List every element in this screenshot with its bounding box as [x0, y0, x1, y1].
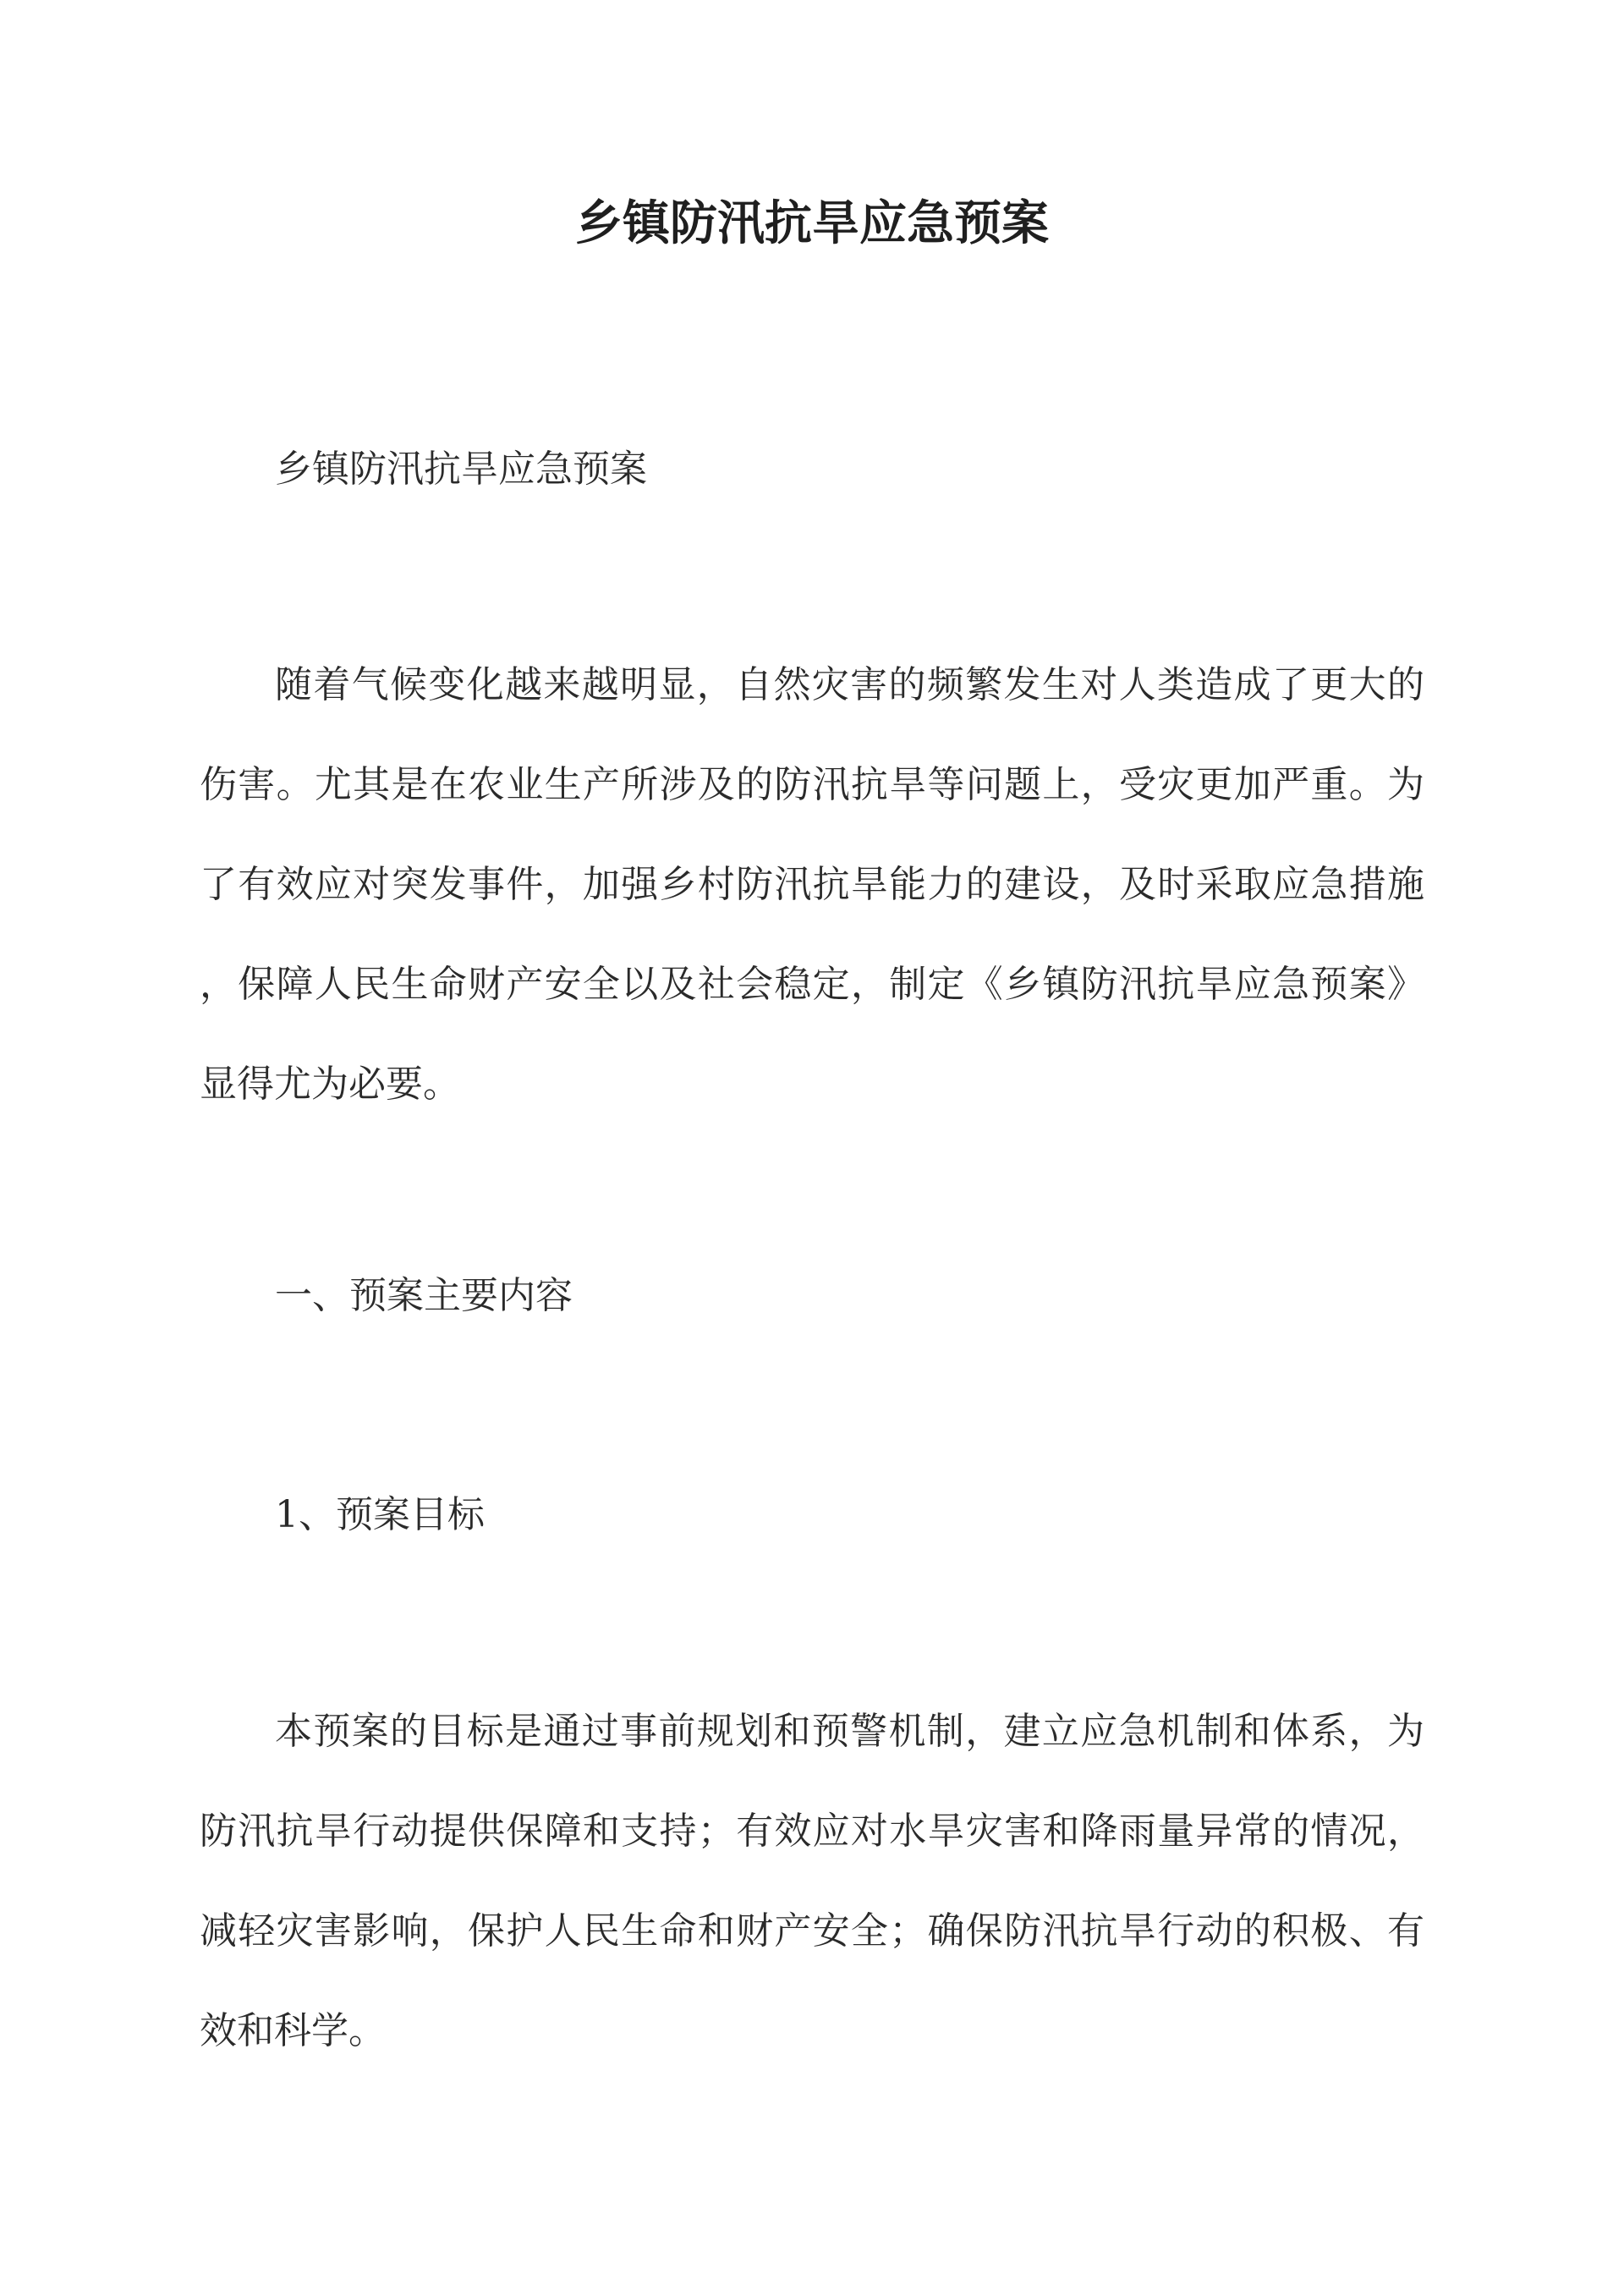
goal-line: 减轻灾害影响，保护人民生命和财产安全；确保防汛抗旱行动的积极、有 — [200, 1909, 1424, 1953]
intro-paragraph — [200, 635, 1424, 1134]
intro-line: ，保障人民生命财产安全以及社会稳定，制定《乡镇防汛抗旱应急预案》 — [200, 963, 1424, 1006]
document-title: 乡镇防汛抗旱应急预案 — [575, 195, 1049, 251]
intro-line: 随着气候变化越来越明显，自然灾害的频繁发生对人类造成了更大的 — [275, 663, 1424, 706]
goal-line: 防汛抗旱行动提供保障和支持；有效应对水旱灾害和降雨量异常的情况， — [200, 1810, 1424, 1853]
document-subtitle: 乡镇防汛抗旱应急预案 — [275, 448, 647, 491]
subsection-heading: 1、预案目标 — [275, 1493, 485, 1536]
section-heading: 一、预案主要内容 — [275, 1274, 573, 1317]
goal-line: 本预案的目标是通过事前规划和预警机制，建立应急机制和体系，为 — [275, 1710, 1424, 1753]
goal-paragraph — [200, 1682, 1424, 2081]
intro-line: 了有效应对突发事件，加强乡村防汛抗旱能力的建设，及时采取应急措施 — [200, 863, 1424, 906]
intro-line: 伤害。尤其是在农业生产所涉及的防汛抗旱等问题上，受灾更加严重。为 — [200, 763, 1424, 806]
goal-line: 效和科学。 — [200, 2009, 386, 2052]
intro-line: 显得尤为必要。 — [200, 1063, 460, 1106]
